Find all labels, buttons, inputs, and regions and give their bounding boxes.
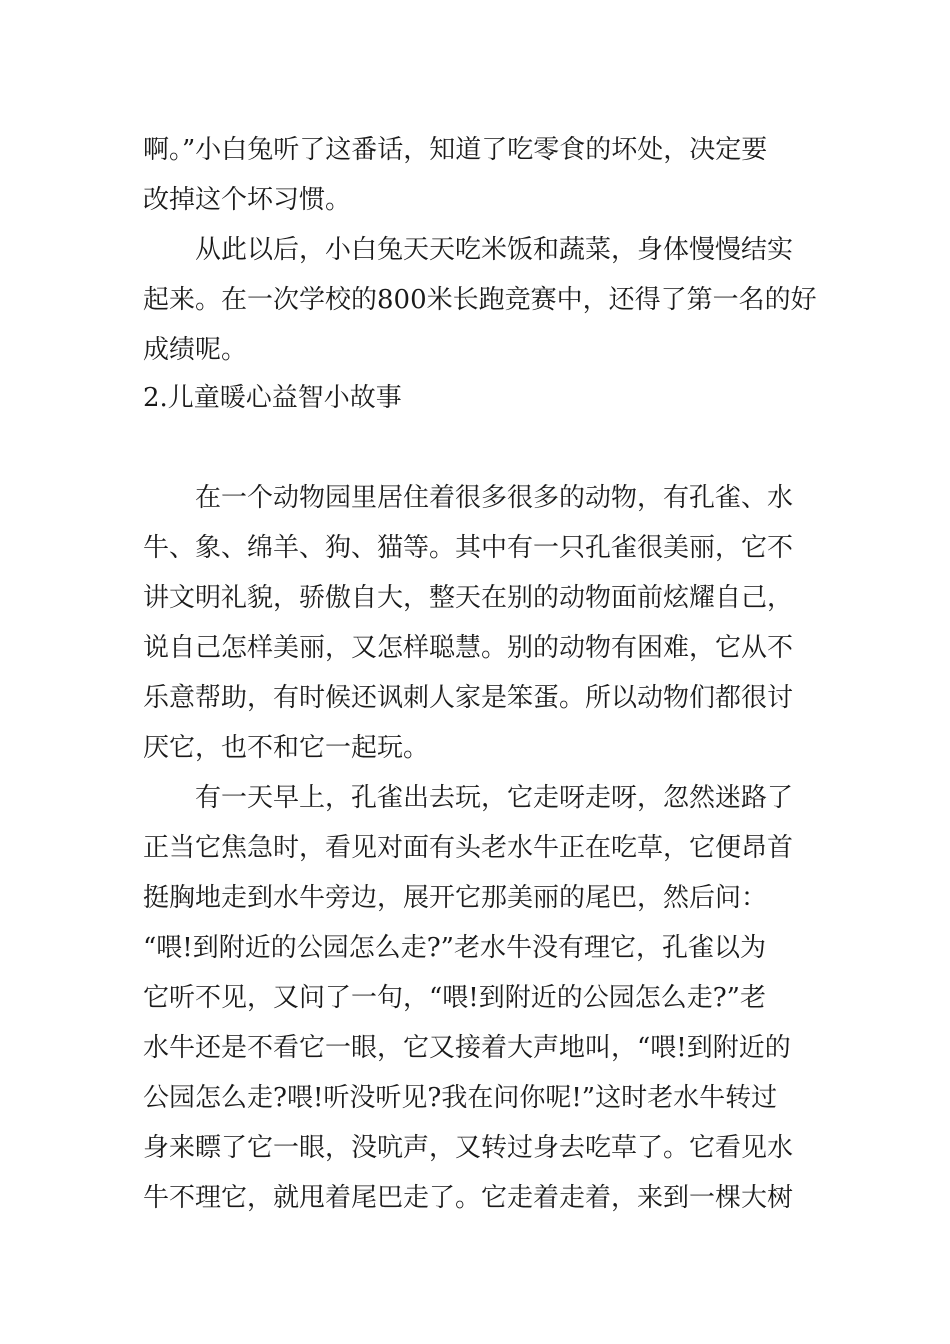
text-line: 它听不见，又问了一句，“喂!到附近的公园怎么走?”老 — [143, 983, 766, 1013]
text-line: “喂!到附近的公园怎么走?”老水牛没有理它，孔雀以为 — [143, 933, 766, 963]
section-heading: 2.儿童暖心益智小故事 — [143, 383, 402, 413]
paragraph-line: 从此以后，小白兔天天吃米饭和蔬菜，身体慢慢结实 — [143, 235, 794, 265]
text-line: 改掉这个坏习惯。 — [143, 185, 352, 215]
text-line: 啊。”小白兔听了这番话，知道了吃零食的坏处，决定要 — [143, 135, 768, 165]
paragraph-line: 有一天早上，孔雀出去玩，它走呀走呀，忽然迷路了 — [143, 783, 794, 813]
text-line: 公园怎么走?喂!听没听见?我在问你呢!”这时老水牛转过 — [143, 1083, 778, 1113]
text-line: 正当它焦急时，看见对面有头老水牛正在吃草，它便昂首 — [143, 833, 794, 863]
text-line: 挺胸地走到水牛旁边，展开它那美丽的尾巴，然后问： — [143, 883, 768, 913]
text-line: 厌它，也不和它一起玩。 — [143, 733, 430, 763]
text-line: 成绩呢。 — [143, 335, 248, 365]
text-line: 讲文明礼貌，骄傲自大，整天在别的动物面前炫耀自己， — [143, 583, 794, 613]
text-line: 说自己怎样美丽，又怎样聪慧。别的动物有困难，它从不 — [143, 633, 794, 663]
text-line: 身来瞟了它一眼，没吭声，又转过身去吃草了。它看见水 — [143, 1133, 794, 1163]
paragraph-line: 在一个动物园里居住着很多很多的动物，有孔雀、水 — [143, 483, 794, 513]
text-line: 牛、象、绵羊、狗、猫等。其中有一只孔雀很美丽，它不 — [143, 533, 794, 563]
text-line: 牛不理它，就甩着尾巴走了。它走着走着，来到一棵大树 — [143, 1183, 794, 1213]
text-line: 起来。在一次学校的800米长跑竞赛中，还得了第一名的好 — [143, 285, 817, 315]
text-line: 乐意帮助，有时候还讽刺人家是笨蛋。所以动物们都很讨 — [143, 683, 794, 713]
text-line: 水牛还是不看它一眼，它又接着大声地叫，“喂!到附近的 — [143, 1033, 791, 1063]
